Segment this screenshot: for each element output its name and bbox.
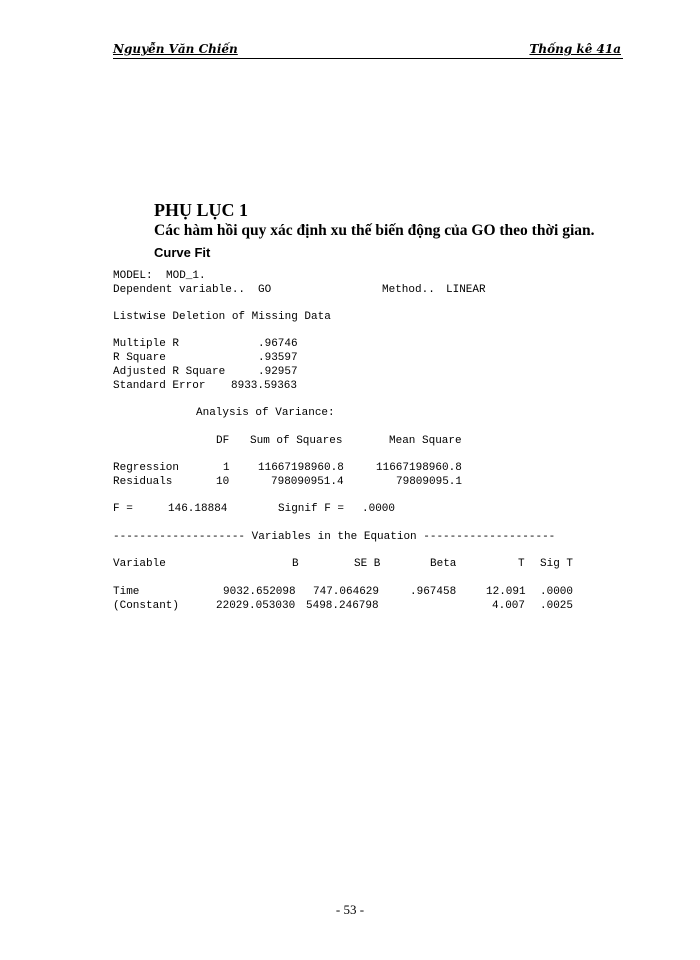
method-value: LINEAR xyxy=(446,284,486,296)
anova-header: DF xyxy=(216,435,230,447)
coef-header: B xyxy=(292,558,299,570)
coef-header: T xyxy=(518,558,525,570)
anova-ms: 11667198960.8 xyxy=(376,462,462,474)
stat-value: .93597 xyxy=(258,352,298,364)
anova-title: Analysis of Variance: xyxy=(196,407,335,419)
anova-header: Mean Square xyxy=(389,435,462,447)
method-label: Method.. xyxy=(382,284,435,296)
anova-source: Residuals xyxy=(113,476,173,488)
anova-ss: 11667198960.8 xyxy=(258,462,344,474)
listwise-note: Listwise Deletion of Missing Data xyxy=(113,311,331,323)
anova-source: Regression xyxy=(113,462,180,474)
dependent-value: GO xyxy=(258,284,272,296)
coef-variable: Time xyxy=(113,586,140,598)
anova-df: 10 xyxy=(216,476,230,488)
stat-label: Adjusted R Square xyxy=(113,366,226,378)
anova-ss: 798090951.4 xyxy=(271,476,344,488)
coef-b: 22029.053030 xyxy=(216,600,296,612)
header-author: Nguyễn Văn Chiến xyxy=(113,42,238,56)
equation-divider: -------------------- Variables in the Equation -------------------- xyxy=(113,531,556,543)
f-label: F = xyxy=(113,503,133,515)
stat-label: Standard Error xyxy=(113,380,206,392)
coef-header: Beta xyxy=(430,558,457,570)
stat-label: R Square xyxy=(113,352,166,364)
section-heading: Curve Fit xyxy=(154,245,211,260)
anova-df: 1 xyxy=(223,462,230,474)
coef-sig: .0025 xyxy=(540,600,574,612)
coef-se: 5498.246798 xyxy=(306,600,379,612)
coef-t: 12.091 xyxy=(486,586,526,598)
stat-value: 8933.59363 xyxy=(231,380,298,392)
appendix-subtitle: Các hàm hồi quy xác định xu thế biến động của GO theo thời gian. xyxy=(154,222,595,239)
coef-b: 9032.652098 xyxy=(223,586,296,598)
signif-value: .0000 xyxy=(362,503,396,515)
model-label: MODEL: xyxy=(113,270,153,282)
coef-header: Sig T xyxy=(540,558,574,570)
header-course: Thống kê 41a xyxy=(529,42,621,56)
coef-t: 4.007 xyxy=(492,600,526,612)
anova-ms: 79809095.1 xyxy=(396,476,463,488)
page-header xyxy=(113,42,623,59)
coef-se: 747.064629 xyxy=(313,586,380,598)
stat-value: .96746 xyxy=(258,338,298,350)
coef-beta: .967458 xyxy=(410,586,457,598)
coef-header: SE B xyxy=(354,558,381,570)
coef-sig: .0000 xyxy=(540,586,574,598)
page-number: - 53 - xyxy=(335,902,365,917)
f-value: 146.18884 xyxy=(168,503,228,515)
stat-value: .92957 xyxy=(258,366,298,378)
model-value: MOD_1. xyxy=(166,270,206,282)
anova-header: Sum of Squares xyxy=(250,435,343,447)
coef-header: Variable xyxy=(113,558,166,570)
coef-variable: (Constant) xyxy=(113,600,180,612)
appendix-title: PHỤ LỤC 1 xyxy=(154,200,248,220)
dependent-label: Dependent variable.. xyxy=(113,284,246,296)
stat-label: Multiple R xyxy=(113,338,180,350)
signif-label: Signif F = xyxy=(278,503,345,515)
